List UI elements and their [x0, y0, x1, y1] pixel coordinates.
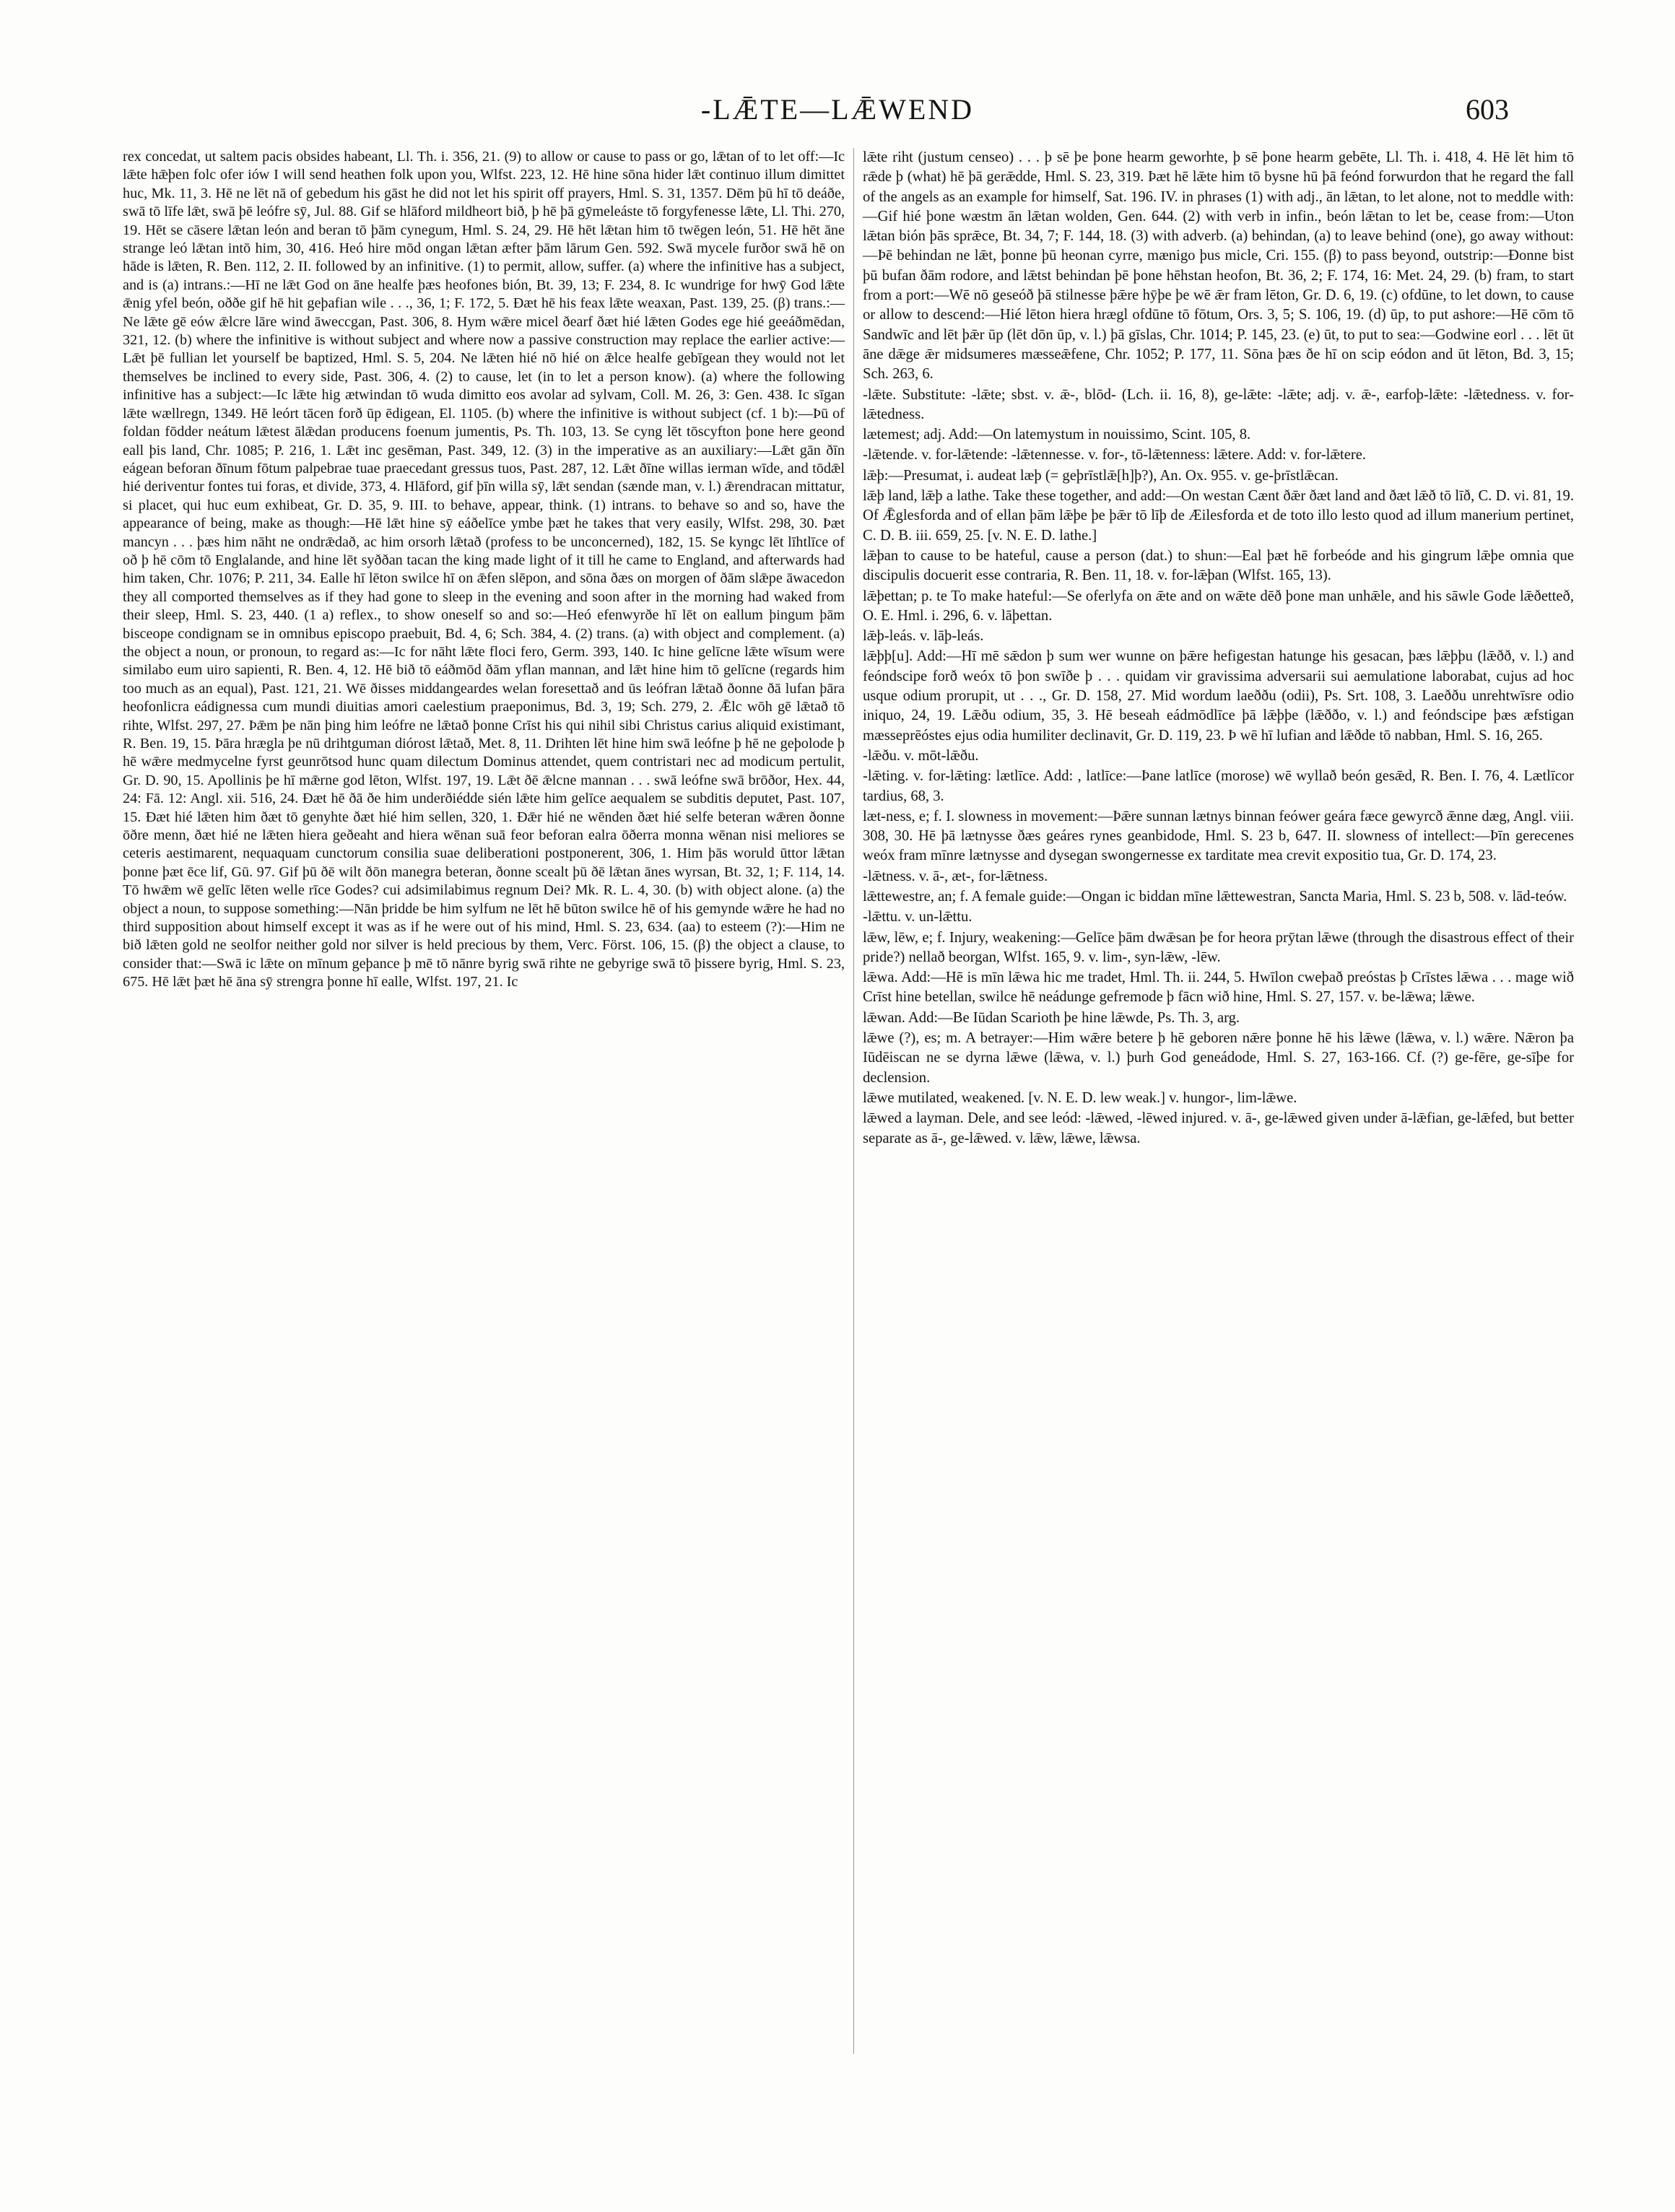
dictionary-entry: -lǣting. v. for-lǣting: lætlīce. Add: , latlīce:—Þane latlīce (morose) wē wyllað beón gesǣd, R. Ben. I. 76, 4. Lætlīcor tardius, 68, 3. — [863, 768, 1574, 804]
page-number: 603 — [1466, 93, 1509, 126]
dictionary-entry: lǣw, lēw, e; f. Injury, weakening:—Gelīce þām dwǣsan þe for heora prȳtan lǣwe (through the disastrous effect of their pride?) nellað beorgan, Wlfst. 165, 9. v. lim-, syn-lǣw, -lēw. — [863, 929, 1574, 965]
dictionary-entry: lǣþþ[u]. Add:—Hī mē sǣdon þ sum wer wunne on þǣre hefigestan hatunge his gesacan, þæs lǣþþu (lǣðð, v. l.) and feóndscipe forð weóx tō þon swīðe þ . . . quidam vir gravissima adversarii sui aemulatione laborabat, cujus ad hoc usque odium prorupit, ut . . ., Gr. D. 158, 27. Mid wordum laeððu (odii), Ps. Srt. 108, 3. Laeððu unrehtwīsre odio iniquo, 24, 19. Lǣðu odium, 35, 3. Hē beseah eádmōdlīce þā lǣþþe (lǣððo, v. l.) and feóndscipe þæs æfstigan mæsseprēóstes ejus odia humiliter declinavit, Gr. D. 119, 23. Þ wē hī lufian and lǣðde tō nabban, Hml. S. 16, 265. — [863, 648, 1574, 744]
dictionary-entry: lǣþ-leás. v. lāþ-leás. — [863, 628, 984, 645]
dictionary-entry: -lǣðu. v. mōt-lǣðu. — [863, 747, 979, 764]
dictionary-entry: lætemest; adj. Add:—On latemystum in nouissimo, Scint. 105, 8. — [863, 427, 1251, 443]
dictionary-entry: lǣwe (?), es; m. A betrayer:—Him wǣre betere þ hē geboren nǣre þonne hē his lǣwe (lǣwa, v. l.) wǣre. Nǣron þa Iūdēiscan ne se dyrna lǣwe (lǣwa, v. l.) þurh God geneádode, Hml. S. 27, 163-166. Cf. (?) ge-fēre, ge-sīþe for declension. — [863, 1030, 1574, 1086]
dictionary-entry: lǣwed a layman. Dele, and see leód: -lǣwed, -lēwed injured. v. ā-, ge-lǣwed given under ā-lǣfian, ge-lǣfed, but better separate as ā-, ge-lǣwed. v. lǣw, lǣwe, lǣwsa. — [863, 1110, 1574, 1146]
dictionary-entry: lǣttewestre, an; f. A female guide:—Ongan ic biddan mīne lǣttewestran, Sancta Maria, Hml. S. 23 b, 508. v. lād-teów. — [863, 888, 1567, 905]
dictionary-entry: lǣte riht (justum censeo) . . . þ sē þe þone hearm geworhte, þ sē þone hearm gebēte, Ll. Th. i. 418, 4. Hē lēt him tō rǣde þ (what) hē þā gerǣdde, Hml. S. 23, 319. Þæt hē lǣte him tō bysne hū þā feónd forwurdon that he regard the fall of the angels as an example for himself, Sat. 196. IV. in phrases (1) with adj., ān lǣtan, to let alone, not to meddle with:—Gif hié þone wæstm ān lǣtan wolden, Gen. 644. (2) with verb in infin., beón lǣtan to let be, cease from:—Uton lǣtan bión þās sprǣce, Bt. 34, 7; F. 144, 18. (3) with adverb. (a) behindan, (a) to leave behind (one), go away without:—Þē behindan ne lǣt, þonne þū heonan cyrre, mænigo þus micle, Cri. 155. (β) to pass beyond, outstrip:—Ðonne bist þū bufan ðām rodore, and lǣtst behindan þē þone hēhstan heofon, Bt. 36, 2; F. 174, 16: Met. 24, 29. (b) fram, to start from a port:—Wē nō geseóð þā stilnesse þǣre hȳþe þe wē ǣr fram lēton, Gr. D. 6, 19. (c) ofdūne, to let down, to cause or allow to descend:—Hié lēton hiera hrægl ofdūne tō fōtum, Ors. 3, 5; S. 106, 19. (d) ūp, to put ashore:—Hē cōm tō Sandwīc and lēt þǣr ūp (lēt dōn ūp, v. l.) þā gīslas, Chr. 1014; P. 145, 23. (e) ūt, to put to sea:—Godwine eorl . . . lēt ūt āne dǣge ǣr midsumeres mæsseǣfene, Chr. 1052; P. 177, 11. Sōna þæs ðe hī on scip eódon and ūt lēton, Bd. 3, 15; Sch. 263, 6. — [863, 149, 1574, 383]
left-column-text: rex concedat, ut saltem pacis obsides habeant, Ll. Th. i. 356, 21. (9) to allow or cause to pass or go, lǣtan of to let off:—Ic lǣte hǣþen folc ofer iów I will send heathen folk upon you, Wlfst. 223, 12. Hē hine sōna hider lǣt continuo illum dimittet huc, Mk. 11, 3. Hē ne lēt nā of gebedum his gāst he did not let his spirit off prayers, Hml. S. 31, 1357. Dēm þū hī tō deáðe, swā tō līfe lǣt, swā þē leófre sȳ, Jul. 88. Gif se hlāford mildheort bið, þ hē þā gȳmeleáste tō forgyfenesse lǣte, Ll. Thi. 270, 19. Hēt se cāsere lǣtan león and beran tō þām cynegum, Hml. S. 24, 29. Hē hēt lǣtan him tō twēgen león, 51. Hē hēt āne strange leó lǣtan intō him, 30, 416. Heó hire mōd ongan lǣtan æfter þām lārum Gen. 592. Swā mycele furðor swā hē on hāde is lǣten, R. Ben. 112, 2. II. followed by an infinitive. (1) to permit, allow, suffer. (a) where the infinitive has a subject, and is (a) intrans.:—Hī ne lǣt God on āne healfe þæs heofones bión, Bt. 39, 13; F. 234, 8. Ic wundrige for hwȳ God lǣte ǣnig yfel beón, oððe gif hē hit geþafian wile . . ., 36, 1; F. 172, 5. Ðæt hē his feax lǣte weaxan, Past. 139, 25. (β) trans.:—Ne lǣte gē eów ǣlcre lāre wind āweccgan, Past. 306, 8. Hym wǣre micel ðearf ðæt hié lǣten Godes ege hié geeáðmēdan, 321, 12. (b) where the infinitive is without subject and where now a passive construction may replace the earlier active:—Lǣt þē fullian let yourself be baptized, Hml. S. 5, 204. Ne lǣten hié nō hié on ǣlce healfe gebīgean they would not let themselves be inclined to every side, Past. 306, 4. (2) to cause, let (in to let a person know). (a) where the following infinitive has a subject:—Ic lǣte hig ætwindan tō wuda dimitto eos avolar ad sylvam, Coll. M. 26, 3: Gen. 438. Ic sīgan lǣte wællregn, 1349. Hē leórt tācen forð ūp ēdigean, El. 1105. (b) where the infinitive is without subject (cf. 1 b):—Þū of foldan fōdder neátum lǣtest ālǣdan producens foenum jumentis, Ps. Th. 103, 13. Se cyng lēt tōscyfton þone here geond eall þis land, Chr. 1085; P. 216, 1. Lǣt inc gesēman, Past. 349, 12. (3) in the imperative as an auxiliary:—Lǣt gān ðīn eágean beforan ðīnum fōtum palpebrae tuae praecedant gressus tuos, Past. 287, 12. Lǣt ðīne willas ierman wīde, and tōdǣl hié deriventur fontes tui foras, et divide, 373, 4. Hlāford, gif þīn willa sȳ, lǣt sendan (sænde man, v. l.) ǣrendracan mittatur, si placet, qui huc eum exhibeat, Gr. D. 35, 9. III. to behave, appear, think. (1) intrans. to behave so and so, have the appearance of being, make as though:—Hē lǣt hine sȳ eáðelīce ymbe þæt he takes that very easily, Wlfst. 298, 30. Þæt mancyn . . . þæs him nāht ne ondrǣdað, ac him orsorh lǣtað (profess to be unconcerned), 182, 15. Se kyngc lēt līhtlīce of oð þ hē cōm tō Englalande, and hine lēt syððan tacan the king made light of it till he came to England, and afterwards had him taken, Chr. 1076; P. 211, 34. Ealle hī lēton swilce hī on ǣfen slēpon, and sōna ðæs on morgen of ðām slǣpe āwacedon they all comported themselves as if they had gone to sleep in the evening and soon after in the morning had waked from their sleep, Hml. S. 23, 440. (1 a) reflex., to show oneself so and so:—Heó efenwyrðe hī lēt on eallum þingum þām bisceope condignam se in omnibus episcopo praebuit, Bd. 4, 6; Sch. 384, 4. (2) trans. (a) with object and complement. (a) the object a noun, or pronoun, to regard as:—Ic for nāht lǣte floci fero, Germ. 393, 140. Ic hine gelīcne lǣte wīsum were similabo eum uiro sapienti, R. Ben. 4, 12. Hē bið tō eáðmōd ðām yflan mannan, and lǣt hine him tō gelīcne (regards him too much as an equal), Past. 121, 21. Wē ðisses middangeardes welan foresettað and ūs leófran lǣtað ðonne ðā lufan þāra heofonlicra eádignessa cum mundi diuitias amori caelestium praeponimus, Bd. 3, 19; Sch. 279, 2. Ǣlc wōh gē lǣtað tō rihte, Wlfst. 297, 27. Þǣm þe nān þing him leófre ne lǣtað þonne Crīst his qui nihil sibi Christus carius aliquid existimant, R. Ben. 19, 15. Þāra hrægla þe nū drihtguman diórost lǣtað, Met. 8, 11. Drihten lēt hine him swā leófne þ hē ne geþolode þ hē wǣre medmycelne fyrst geunrōtsod hunc quam dilectum Dominus attendet, quem contristari nec ad modicum pertulit, Gr. D. 90, 15. Apollinis þe hī mǣrne god lēton, Wlfst. 197, 19. Lǣt ðē ǣlcne mannan . . . swā leófne swā brōðor, Hex. 44, 24: Fā. 12: Angl. xii. 516, 24. Ðæt hē ðā ðe him underðiédde sién lǣte him gelīce aequalem se subditis deputet, Past. 107, 15. Ðæt hié lǣten him ðæt tō genyhte ðæt hié him sellen, 320, 1. Ðǣr hié ne wēnden ðæt hié selfe beteran wǣren ðonne ōðre menn, ðæt hié ne lǣten hiera geðeaht and hiera wēnan suā feor beforan ealra ōðerra monna wēnan nisi meliores se ceteris aestimarent, nequaquam cunctorum consilia suae deliberationi postponerent, 306, 1. Him þās woruld ūttor lǣtan þonne þæt ēce lif, Gū. 97. Gif þū ðē wilt ðōn manegra beteran, ðonne scealt þū ðē lǣtan ānes wyrsan, Bt. 32, 1; F. 114, 14. Tō hwǣm wē gelīc lēten welle rīce Godes? cui adsimilabimus regnum Dei? Mk. R. L. 4, 30. (b) with object alone. (a) the object a noun, to suppose something:—Nān þridde be him sylfum ne lēt hē būton swilce hē of his gemynde wǣre he had no third supposition about himself except it was as if he were out of his mind, Hml. S. 23, 634. (aa) to esteem (?):—Him ne bið lǣten gold ne seolfor neither gold nor silver is held precious by them, Verc. Först. 106, 15. (β) the object a clause, to consider that:—Swā ic lǣte on mīnum geþance þ mē tō nānre byrig swā rihte ne gebyrige swā tō þissere byrig, Hml. S. 23, 675. Hē lǣt þæt hē āna sȳ strengra þonne hī ealle, Wlfst. 197, 21. Ic — [123, 149, 845, 990]
running-title: -LǢTE—LǢWEND — [700, 93, 975, 126]
dictionary-entry: lǣwan. Add:—Be Iūdan Scarioth þe hine lǣwde, Ps. Th. 3, arg. — [863, 1009, 1240, 1026]
dictionary-entry: -lǣtende. v. for-lǣtende: -lǣtennesse. v. for-, tō-lǣtenness: lǣtere. Add: v. for-lǣtere. — [863, 447, 1367, 463]
dictionary-entry: læt-ness, e; f. I. slowness in movement:—Þǣre sunnan lætnys binnan feówer geára fæce gewyrcð ǣnne dæg, Angl. viii. 308, 30. Hē þā lætnysse ðæs geáres rynes geanbidode, Hml. S. 23 b, 647. II. slowness of intellect:—Þīn gerecenes weóx fram mīnre lætnysse and dysegan swongernesse ex tarditate mea crevit expositio tua, Gr. D. 174, 23. — [863, 808, 1574, 864]
right-column — [863, 148, 1574, 1149]
dictionary-entry: -lǣte. Substitute: -lǣte; sbst. v. ǣ-, blōd- (Lch. ii. 16, 8), ge-lǣte: -lǣte; adj. v. ǣ-, earfoþ-lǣte: -lǣtedness. v. for-lǣtedness. — [863, 386, 1574, 422]
page-header — [0, 92, 1675, 136]
dictionary-entry: lǣþettan; p. te To make hateful:—Se oferlyfa on ǣte and on wǣte dēð þone man unhǣle, and his sāwle Gode lǣðetteð, O. E. Hml. i. 296, 6. v. lāþettan. — [863, 588, 1574, 624]
dictionary-entry: -lǣtness. v. ā-, æt-, for-lǣtness. — [863, 868, 1048, 884]
dictionary-entry: lǣwe mutilated, weakened. [v. N. E. D. lew weak.] v. hungor-, lim-lǣwe. — [863, 1089, 1297, 1106]
column-divider — [853, 148, 854, 2054]
dictionary-entry: lǣþ land, lǣþ a lathe. Take these together, and add:—On westan Cænt ðǣr ðæt land and ðæt lǣð tō līð, C. D. vi. 81, 19. Of Ǣglesforda and of ellan þām lǣþe þe þǣr tō līþ de Æilesforda et de toto illo lesto quod ad illum manerium pertinet, C. D. B. iii. 659, 25. [v. N. E. D. lathe.] — [863, 488, 1574, 544]
dictionary-entry: lǣwa. Add:—Hē is mīn lǣwa hic me tradet, Hml. Th. ii. 244, 5. Hwīlon cweþað preóstas þ Crīstes lǣwa . . . mage wið Crīst hine betellan, swilce hē neádunge gefremode þ fācn wið hine, Hml. S. 27, 157. v. be-lǣwa; lǣwe. — [863, 970, 1574, 1006]
dictionary-entry: lǣþan to cause to be hateful, cause a person (dat.) to shun:—Eal þæt hē forbeóde and his gingrum lǣþe omnia que discipulis docuerit esse contraria, R. Ben. 11, 18. v. for-lǣþan (Wlfst. 165, 13). — [863, 547, 1574, 584]
left-column — [123, 148, 845, 992]
dictionary-entry: -lǣttu. v. un-lǣttu. — [863, 909, 973, 926]
dictionary-entry: lǣþ:—Presumat, i. audeat læþ (= geþrīstlǣ[h]þ?), An. Ox. 955. v. ge-þrīstlǣcan. — [863, 467, 1339, 484]
